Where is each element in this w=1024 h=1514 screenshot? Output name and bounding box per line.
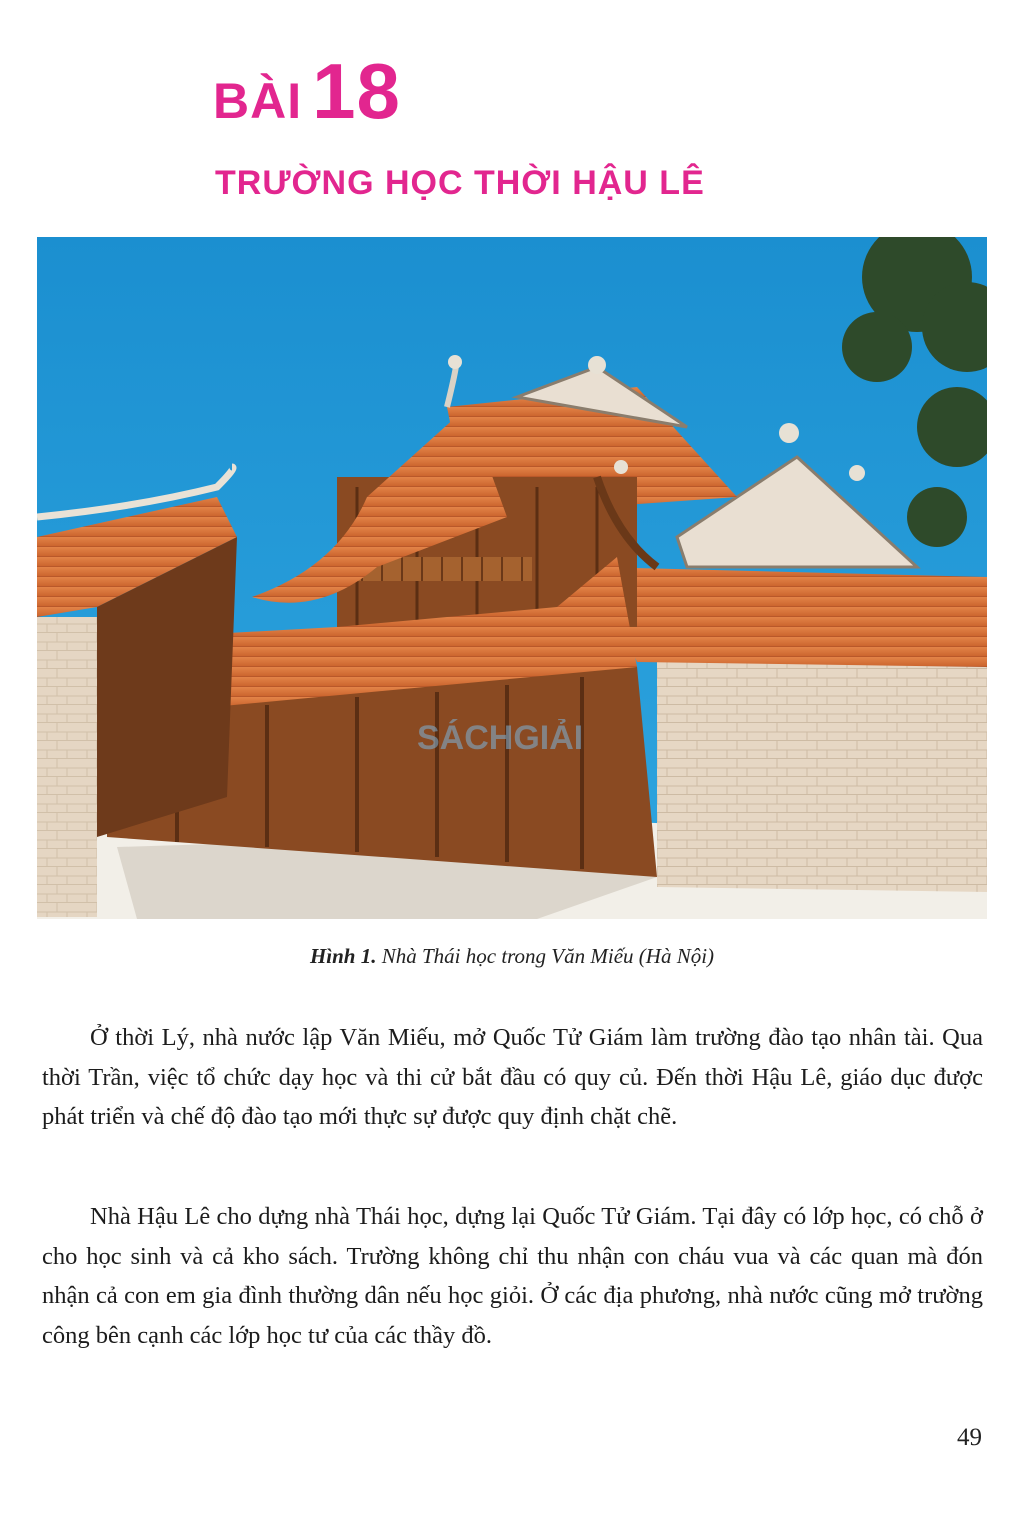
- figure-caption: [0, 944, 1024, 969]
- lesson-number: 18: [312, 47, 401, 135]
- caption-text: Nhà Thái học trong Văn Miếu (Hà Nội): [376, 944, 715, 968]
- paragraph-2: Nhà Hậu Lê cho dựng nhà Thái học, dựng lại Quốc Tử Giám. Tại đây có lớp học, có chỗ ở cho học sinh và cả kho sách. Trường không chỉ thu nhận con cháu vua và các quan mà đón nhận cả con em gia đình thường dân nếu học giỏi. Ở các địa phương, nhà nước cũng mở trường công bên cạnh các lớp học tư của các thầy đồ.: [42, 1203, 983, 1349]
- lesson-title: TRƯỜNG HỌC THỜI HẬU LÊ: [215, 164, 705, 202]
- caption-label: Hình 1.: [309, 944, 377, 968]
- page-number: 49: [957, 1424, 982, 1451]
- lesson-header: [213, 47, 705, 202]
- lesson-heading: [213, 47, 401, 135]
- paragraph-1: Ở thời Lý, nhà nước lập Văn Miếu, mở Quốc Tử Giám làm trường đào tạo nhân tài. Qua thời Trần, việc tổ chức dạy học và thi cử bắt đầu có quy củ. Đến thời Hậu Lê, giáo dục được phát triển và chế độ đào tạo mới thực sự được quy định chặt chẽ.: [42, 1024, 983, 1130]
- watermark: SÁCHGIẢI: [417, 719, 584, 757]
- temple-photo: [37, 237, 987, 919]
- lesson-label: BÀI: [213, 73, 303, 129]
